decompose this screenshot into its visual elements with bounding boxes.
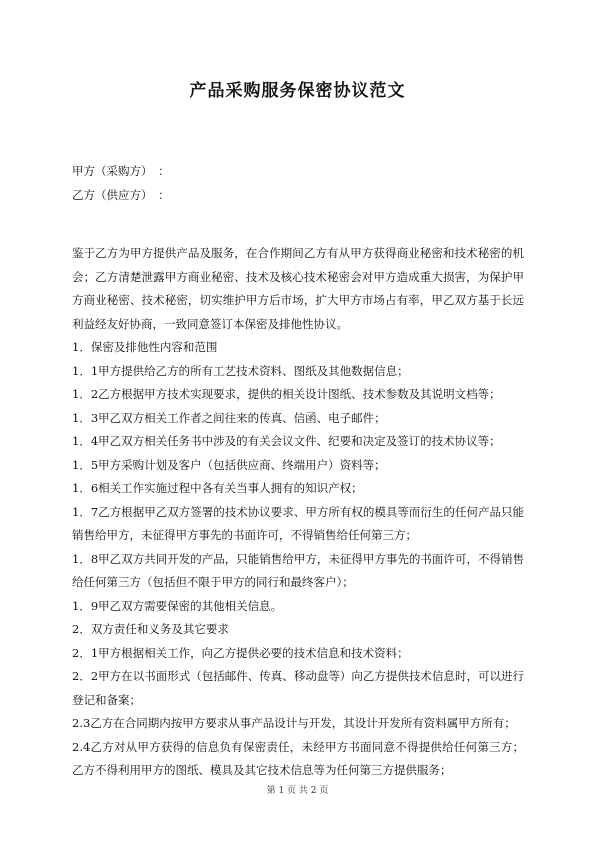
clause-item: 1．8甲乙双方共同开发的产品，只能销售给甲方，未征得甲方事先的书面许可，不得销售给任何第三方（包括但不限于甲方的同行和最终客户）； — [72, 551, 524, 589]
document-title: 产品采购服务保密协议范文 — [189, 81, 406, 101]
clause-item: 1．7乙方根据甲乙双方签署的技术协议要求、甲方所有权的模具等而衍生的任何产品只能销售给甲方，未征得甲方事先的书面许可，不得销售给任何第三方； — [72, 504, 524, 542]
clause-item: 1．5甲方采购计划及客户（包括供应商、终端用户）资料等； — [72, 457, 386, 472]
page-footer: 第 1 页 共 2 页 — [266, 786, 329, 796]
spacer — [72, 207, 524, 242]
document-body — [72, 160, 524, 783]
clause-item: 1．3甲乙双方相关工作者之间往来的传真、信函、电子邮件； — [72, 410, 386, 425]
clause-item: 1．4甲乙双方相关任务书中涉及的有关会议文件、纪要和决定及签订的技术协议等； — [72, 434, 501, 448]
clause-item: 2．1甲方根据相关工作，向乙方提供必要的技术信息和技术资料； — [72, 645, 409, 660]
clause-item: 1．9甲乙双方需要保密的其他相关信息。 — [72, 598, 283, 613]
intro-paragraph: 鉴于乙方为甲方提供产品及服务，在合作期间乙方有从甲方获得商业秘密和技术秘密的机会；乙方清楚泄露甲方商业秘密、技术及核心技术秘密会对甲方造成重大损害，为保护甲方商业秘密、技术秘密，切实维护甲方后市场，扩大甲方市场占有率，甲乙双方基于长远利益经友好协商，一致同意签订本保密及排他性协议。 — [72, 246, 524, 331]
clause-item: 1．1甲方提供给乙方的所有工艺技术资料、图纸及其他数据信息； — [72, 363, 409, 378]
clause-item: 1．6相关工作实施过程中各有关当事人拥有的知识产权； — [72, 481, 363, 495]
clause-item: 2．2甲方在以书面形式（包括邮件、传真、移动盘等）向乙方提供技术信息时，可以进行登记和备案； — [72, 669, 524, 707]
party-a-line: 甲方（采购方） ： — [72, 164, 170, 178]
party-b-line: 乙方（供应方） ： — [72, 187, 170, 202]
clause-heading: 2．双方责任和义务及其它要求 — [72, 622, 229, 636]
clause-item: 1．2乙方根据甲方技术实现要求，提供的相关设计图纸、技术参数及其说明文档等； — [72, 387, 501, 401]
clause-heading: 1．保密及排他性内容和范围 — [72, 340, 218, 354]
clause-item: 2.3乙方在合同期内按甲方要求从事产品设计与开发，其设计开发所有资料属甲方所有； — [72, 716, 516, 730]
clause-item: 2.4乙方对从甲方获得的信息负有保密责任，未经甲方书面同意不得提供给任何第三方；乙方不得利用甲方的图纸、模具及其它技术信息等为任何第三方提供服务； — [72, 739, 524, 777]
